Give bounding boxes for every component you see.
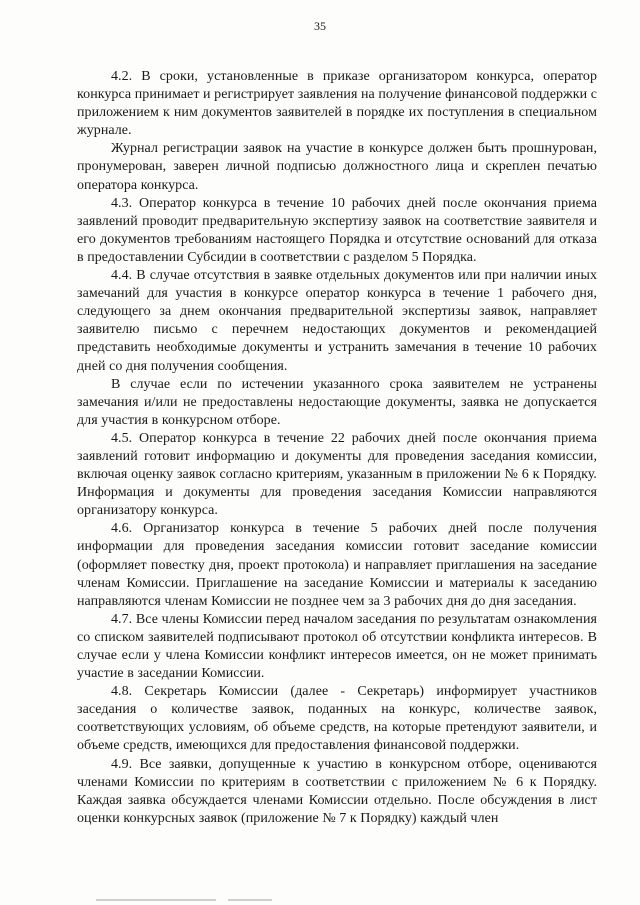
paragraph-4-6: 4.6. Организатор конкурса в течение 5 рабочих дней после получения информации для проведения заседания комиссии готовит заседание комиссии (оформляет повестку дня, проект протокола) и направляет приглашения на заседание членам Комиссии. Приглашение на заседание Комиссии и материалы к заседанию направляются членам Комиссии не позднее чем за 3 рабочих дня до дня заседания. <box>77 521 597 609</box>
paragraph-4-4: 4.4. В случае отсутствия в заявке отдельных документов или при наличии иных замечаний для участия в конкурсе оператор конкурса в течение 1 рабочего дня, следующего за днем окончания предварительной экспертизы заявок, направляет заявителю письмо с перечнем недостающих документов и рекомендацией представить необходимые документы и устранить замечания в течение 10 рабочих дней со дня получения сообщения. <box>77 268 597 374</box>
paragraph-4-3: 4.3. Оператор конкурса в течение 10 рабочих дней после окончания приема заявлений проводит предварительную экспертизу заявок на соответствие заявителя и его документов требованиям настоящего Порядка и отсутствие оснований для отказа в предоставлении Субсидии в соответствии с разделом 5 Порядка. <box>77 195 597 265</box>
paragraph-4-9: 4.9. Все заявки, допущенные к участию в конкурсном отборе, оцениваются членами Комиссии по критериям в соответствии с приложением № 6 к Порядку. Каждая заявка обсуждается членами Комиссии отдельно. После обсуждения в лист оценки конкурсных заявок (приложение № 7 к Порядку) каждый член <box>77 756 597 826</box>
paragraph-4-4-continued: В случае если по истечении указанного срока заявителем не устранены замечания и/или не предоставлены недостающие документы, заявка не допускается для участия в конкурсном отборе. <box>77 376 597 428</box>
paragraph-4-8: 4.8. Секретарь Комиссии (далее - Секретарь) информирует участников заседания о количестве заявок, поданных на конкурс, количестве заявок, соответствующих условиям, об объеме средств, на которые претендуют заявители, и объеме средств, имеющихся для предоставления финансовой поддержки. <box>77 684 597 754</box>
page-number: 35 <box>314 19 326 33</box>
paragraph-journal: Журнал регистрации заявок на участие в конкурсе должен быть прошнурован, пронумерован, заверен личной подписью должностного лица и скреплен печатью оператора конкурса. <box>77 141 597 193</box>
paragraph-4-5: 4.5. Оператор конкурса в течение 22 рабочих дней после окончания приема заявлений готовит информацию и документы для проведения заседания комиссии, включая оценку заявок согласно критериям, указанным в приложении № 6 к Порядку. Информация и документы для проведения заседания Комиссии направляются организатору конкурса. <box>77 430 597 519</box>
next-page-edge <box>0 897 640 905</box>
paragraph-4-7: 4.7. Все члены Комиссии перед началом заседания по результатам ознакомления со списком заявителей подписывают протокол об отсутствии конфликта интересов. В случае если у члена Комиссии конфликт интересов имеется, он не может принимать участие в заседании Комиссии. <box>77 611 597 682</box>
paragraph-4-2: 4.2. В сроки, установленные в приказе организатором конкурса, оператор конкурса принимает и регистрирует заявления на получение финансовой поддержки с приложением к ним документов заявителей в порядке их поступления в специальном журнале. <box>77 69 597 139</box>
document-body <box>77 68 597 828</box>
